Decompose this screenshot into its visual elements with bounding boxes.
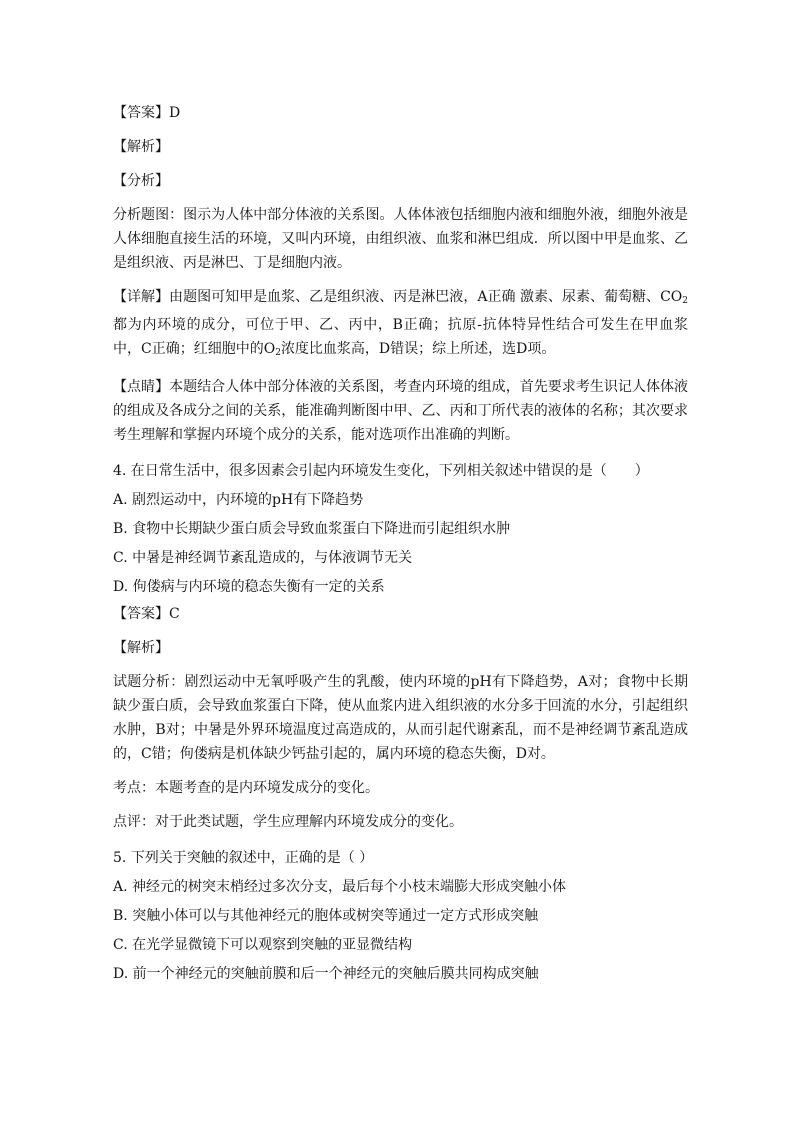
dianjing-paragraph: 【点睛】本题结合人体中部分体液的关系图，考查内环境的组成，首先要求考生识记人体体液的组成及各成分之间的关系，能准确判断图中甲、乙、丙和丁所代表的液体的名称；其次要求考生理解和掌握内环境个成分的关系，能对选项作出准确的判断。 (113, 379, 688, 443)
answer-label-q4: 【答案】C (113, 606, 180, 622)
dianping-line: 点评：对于此类试题，学生应理解内环境发成分的变化。 (113, 814, 463, 830)
detail-paragraph (113, 285, 688, 365)
question-4-option-d: D. 佝偻病与内环境的稳态失衡有一定的关系 (113, 579, 385, 595)
answer-label: 【答案】D (113, 105, 181, 121)
analysis-paragraph: 分析题图：图示为人体中部分体液的关系图。人体体液包括细胞内液和细胞外液，细胞外液是人体细胞直接生活的环境，又叫内环境，由组织液、血浆和淋巴组成．所以图中甲是血浆、乙是组织液、丙是淋巴、丁是细胞内液。 (113, 207, 688, 271)
question-5-option-d: D. 前一个神经元的突触前膜和后一个神经元的突触后膜共同构成突触 (113, 966, 539, 982)
jiexi-label-q4: 【解析】 (113, 640, 169, 656)
detail-text-1: 【详解】由题图可知甲是血浆、乙是组织液、丙是淋巴液，A正确 激素、尿素、葡萄糖、CO (113, 289, 683, 305)
fenxi-label: 【分析】 (113, 173, 169, 189)
detail-text-2: 都为内环境的成分，可位于甲、乙、丙中，B正确；抗原-抗体特异性结合可发生在甲血浆中，C正确；红细胞中的O (113, 317, 688, 357)
jiexi-label: 【解析】 (113, 139, 169, 155)
subscript-2b: 2 (275, 348, 281, 358)
q4-analysis-paragraph: 试题分析：剧烈运动中无氧呼吸产生的乳酸，使内环境的pH有下降趋势，A对；食物中长期缺少蛋白质，会导致血浆蛋白下降，使从血浆内进入组织液的水分多于回流的水分，引起组织水肿，B对；中暑是外界环境温度过高造成的，从而引起代谢紊乱，而不是神经调节紊乱造成的，C错；佝偻病是机体缺少钙盐引起的，属内环境的稳态失衡，D对。 (113, 674, 688, 762)
subscript-2: 2 (682, 296, 688, 306)
question-5-stem: 5. 下列关于突触的叙述中，正确的是（ ） (113, 850, 374, 866)
question-5-option-a: A. 神经元的树突末梢经过多次分支，最后每个小枝末端膨大形成突触小体 (113, 879, 567, 895)
question-4-option-a: A. 剧烈运动中，内环境的pH有下降趋势 (113, 492, 364, 508)
question-5-option-c: C. 在光学显微镜下可以观察到突触的亚显微结构 (113, 937, 413, 953)
question-4-option-b: B. 食物中长期缺少蛋白质会导致血浆蛋白下降进而引起组织水肿 (113, 521, 511, 537)
kaodian-line: 考点：本题考查的是内环境发成分的变化。 (113, 780, 379, 796)
document-content (113, 101, 688, 989)
question-5-option-b: B. 突触小体可以与其他神经元的胞体或树突等通过一定方式形成突触 (113, 908, 539, 924)
detail-text-3: 浓度比血浆高，D错误；综上所述，选D项。 (280, 341, 556, 357)
question-4-option-c: C. 中暑是神经调节紊乱造成的，与体液调节无关 (113, 550, 413, 566)
question-4-stem: 4. 在日常生活中，很多因素会引起内环境发生变化，下列相关叙述中错误的是（ ） (113, 463, 649, 479)
